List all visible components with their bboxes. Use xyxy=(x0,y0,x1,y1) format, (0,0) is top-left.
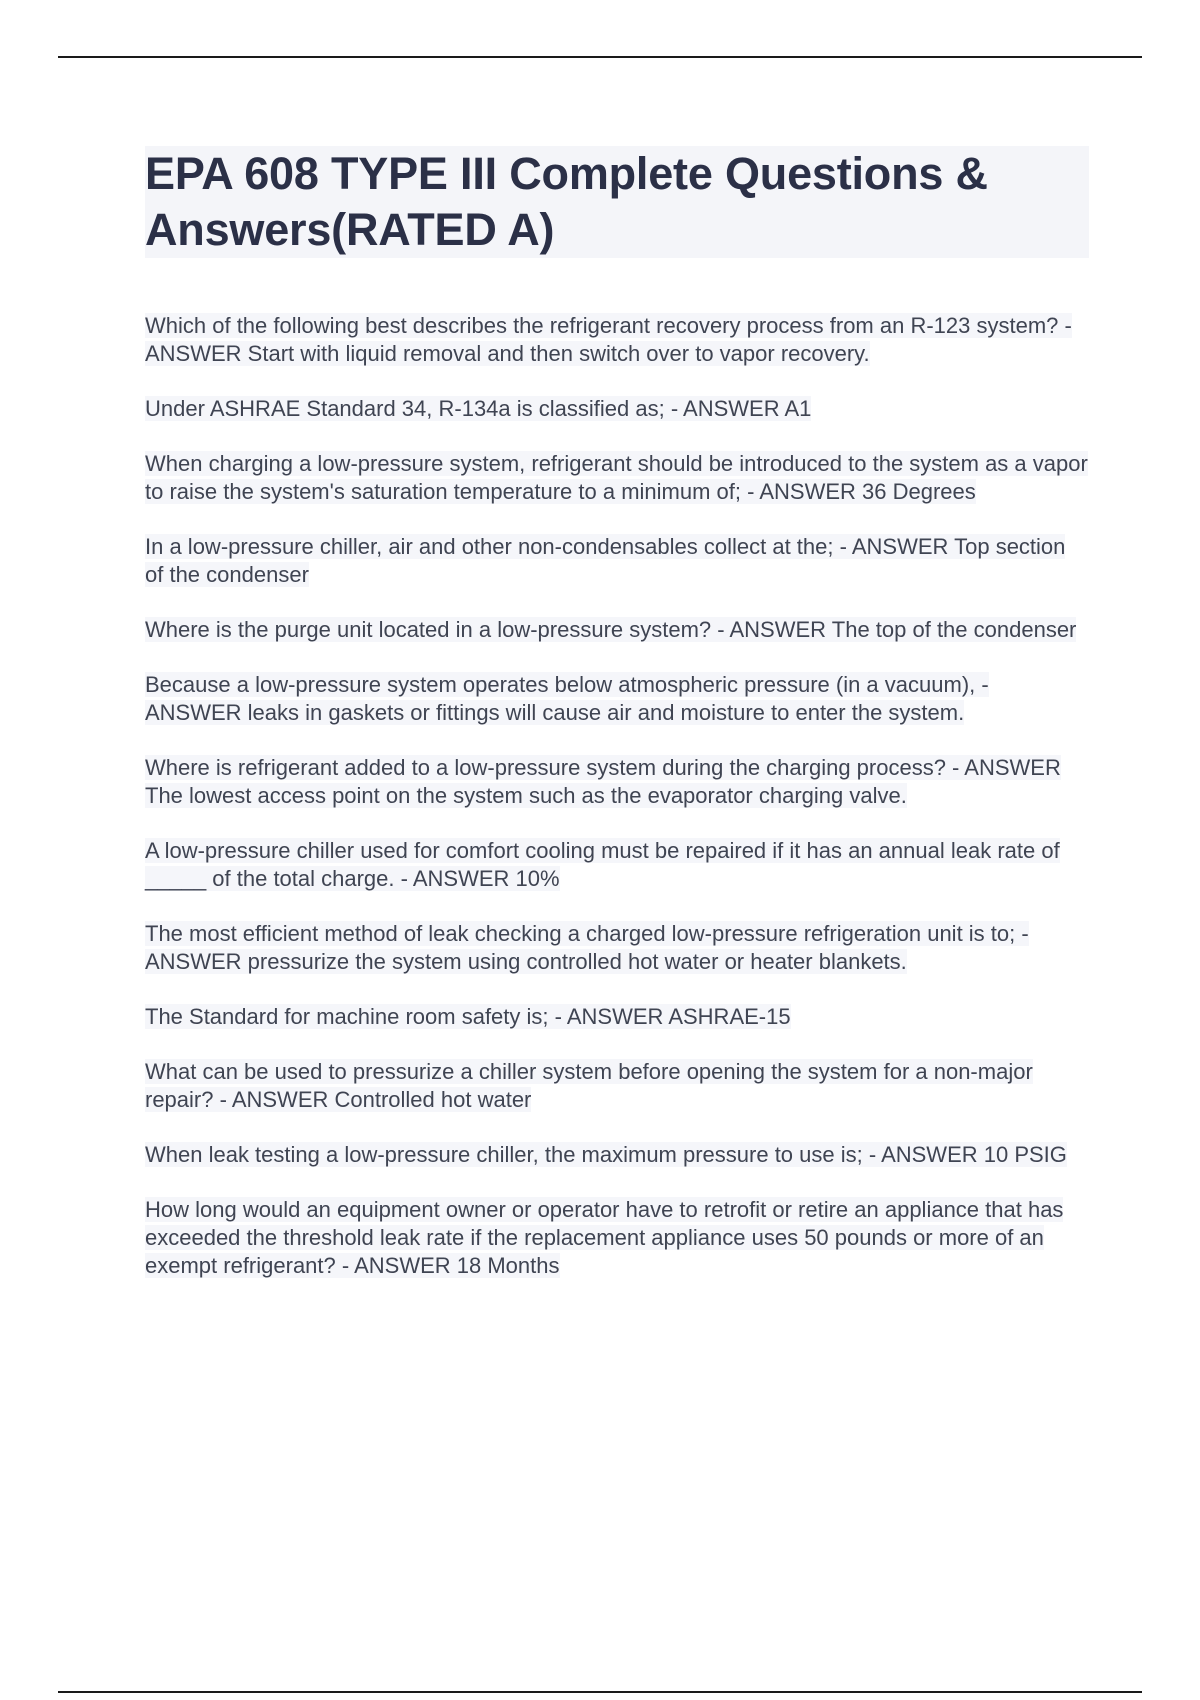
qa-text: Where is the purge unit located in a low-pressure system? - ANSWER The top of the condenser xyxy=(145,617,1077,642)
qa-text: A low-pressure chiller used for comfort cooling must be repaired if it has an annual leak rate of _____ of the total charge. - ANSWER 10% xyxy=(145,838,1060,891)
qa-item xyxy=(145,450,1089,506)
qa-item xyxy=(145,533,1089,589)
qa-item xyxy=(145,671,1089,727)
qa-item xyxy=(145,920,1089,976)
qa-item xyxy=(145,837,1089,893)
top-rule xyxy=(58,56,1142,58)
qa-text: In a low-pressure chiller, air and other non-condensables collect at the; - ANSWER Top section of the condenser xyxy=(145,534,1066,587)
qa-text: Where is refrigerant added to a low-pressure system during the charging process? - ANSWER The lowest access point on the system such as the evaporator charging valve. xyxy=(145,755,1061,808)
qa-text: Because a low-pressure system operates below atmospheric pressure (in a vacuum), - ANSWER leaks in gaskets or fittings will cause air and moisture to enter the system. xyxy=(145,672,989,725)
qa-item xyxy=(145,1058,1089,1114)
qa-list xyxy=(145,312,1089,1280)
qa-item xyxy=(145,395,1089,423)
qa-text: The most efficient method of leak checking a charged low-pressure refrigeration unit is to; - ANSWER pressurize the system using controlled hot water or heater blankets. xyxy=(145,921,1029,974)
qa-text: The Standard for machine room safety is; - ANSWER ASHRAE-15 xyxy=(145,1004,791,1029)
qa-text: How long would an equipment owner or operator have to retrofit or retire an appliance that has exceeded the threshold leak rate if the replacement appliance uses 50 pounds or more of an exempt refrigerant? - ANSWER 18 Months xyxy=(145,1197,1064,1278)
qa-item xyxy=(145,1141,1089,1169)
qa-item xyxy=(145,1196,1089,1280)
bottom-rule xyxy=(58,1691,1142,1693)
qa-item xyxy=(145,754,1089,810)
qa-text: When leak testing a low-pressure chiller, the maximum pressure to use is; - ANSWER 10 PSIG xyxy=(145,1142,1067,1167)
document-title: EPA 608 TYPE III Complete Questions & Answers(RATED A) xyxy=(145,146,1089,258)
qa-text: Under ASHRAE Standard 34, R-134a is classified as; - ANSWER A1 xyxy=(145,396,812,421)
qa-text: When charging a low-pressure system, refrigerant should be introduced to the system as a vapor to raise the system's saturation temperature to a minimum of; - ANSWER 36 Degrees xyxy=(145,451,1088,504)
document-body xyxy=(145,146,1089,1307)
qa-text: Which of the following best describes the refrigerant recovery process from an R-123 system? - ANSWER Start with liquid removal and then switch over to vapor recovery. xyxy=(145,313,1072,366)
qa-item xyxy=(145,1003,1089,1031)
qa-item xyxy=(145,312,1089,368)
qa-text: What can be used to pressurize a chiller system before opening the system for a non-major repair? - ANSWER Controlled hot water xyxy=(145,1059,1033,1112)
qa-item xyxy=(145,616,1089,644)
